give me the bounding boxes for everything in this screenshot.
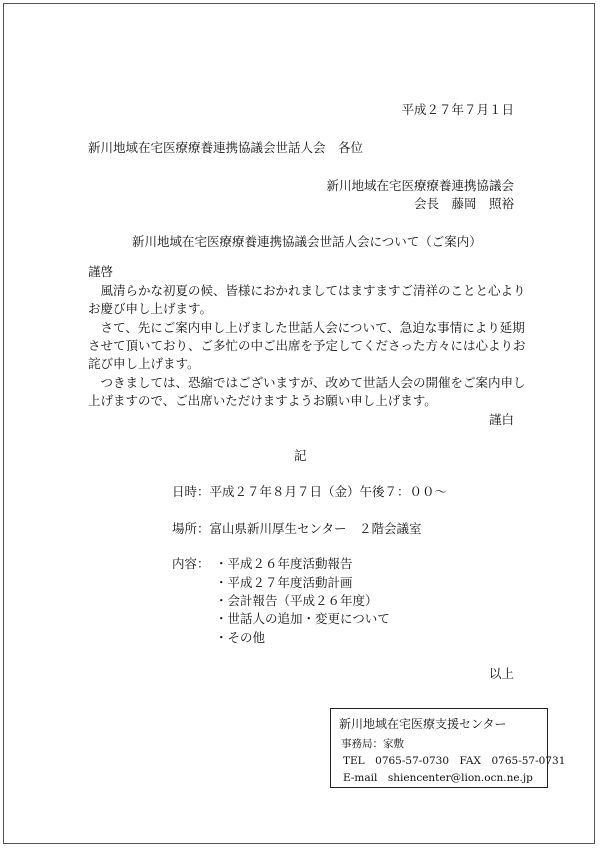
- body-line: さて、先にご案内申し上げました世話人会について、急迫な事情により延期: [88, 320, 525, 335]
- meeting-place: 場所：富山県新川厚生センター ２階会議室: [172, 521, 422, 536]
- body-line: させて頂いており、ご多忙の中ご出席を予定してくださった方々には心よりお: [88, 338, 526, 353]
- body-line: つきましては、恐縮ではございますが、改めて世話人会の開催をご案内申し: [88, 375, 526, 390]
- body-line: お慶び申し上げます。: [88, 301, 213, 316]
- content-item: ・平成２７年度活動計画: [215, 575, 353, 590]
- end-mark: 以上: [488, 666, 514, 681]
- greeting: 謹啓: [88, 264, 114, 279]
- content-item: ・その他: [215, 630, 266, 645]
- document-title: 新川地域在宅医療療養連携協議会世話人会について（ご案内）: [132, 234, 482, 249]
- content-item: ・会計報告（平成２６年度）: [215, 593, 378, 608]
- body-line: 詫び申し上げます。: [88, 356, 200, 371]
- closing: 謹白: [488, 412, 514, 427]
- sender-person: 会長 藤岡 照裕: [413, 196, 514, 211]
- contact-office: 事務局：家敷: [341, 738, 404, 750]
- ki-heading: 記: [294, 448, 307, 463]
- document-date: 平成２７年７月１日: [401, 102, 514, 117]
- contact-box: [330, 708, 566, 788]
- contact-email: E-mail shiencenter@lion.ocn.ne.jp: [343, 772, 533, 784]
- addressee: 新川地域在宅医療療養連携協議会世話人会 各位: [88, 140, 364, 155]
- meeting-datetime: 日時：平成２７年８月７日（金）午後７：００～: [172, 484, 448, 499]
- contact-org: 新川地域在宅医療支援センター: [339, 717, 507, 731]
- content-item: ・世話人の追加・変更について: [215, 611, 390, 626]
- sender-org: 新川地域在宅医療療養連携協議会: [326, 178, 514, 193]
- content-item: ・平成２６年度活動報告: [215, 556, 353, 571]
- content-label: 内容：: [172, 556, 210, 571]
- body-line: 風清らかな初夏の候、皆様におかれましてはますますご清祥のことと心より: [88, 283, 526, 298]
- contact-phone-fax: TEL 0765-57-0730 FAX 0765-57-0731: [343, 755, 566, 767]
- body-line: 上げますので、ご出席いただけますようお願い申し上げます。: [88, 393, 437, 408]
